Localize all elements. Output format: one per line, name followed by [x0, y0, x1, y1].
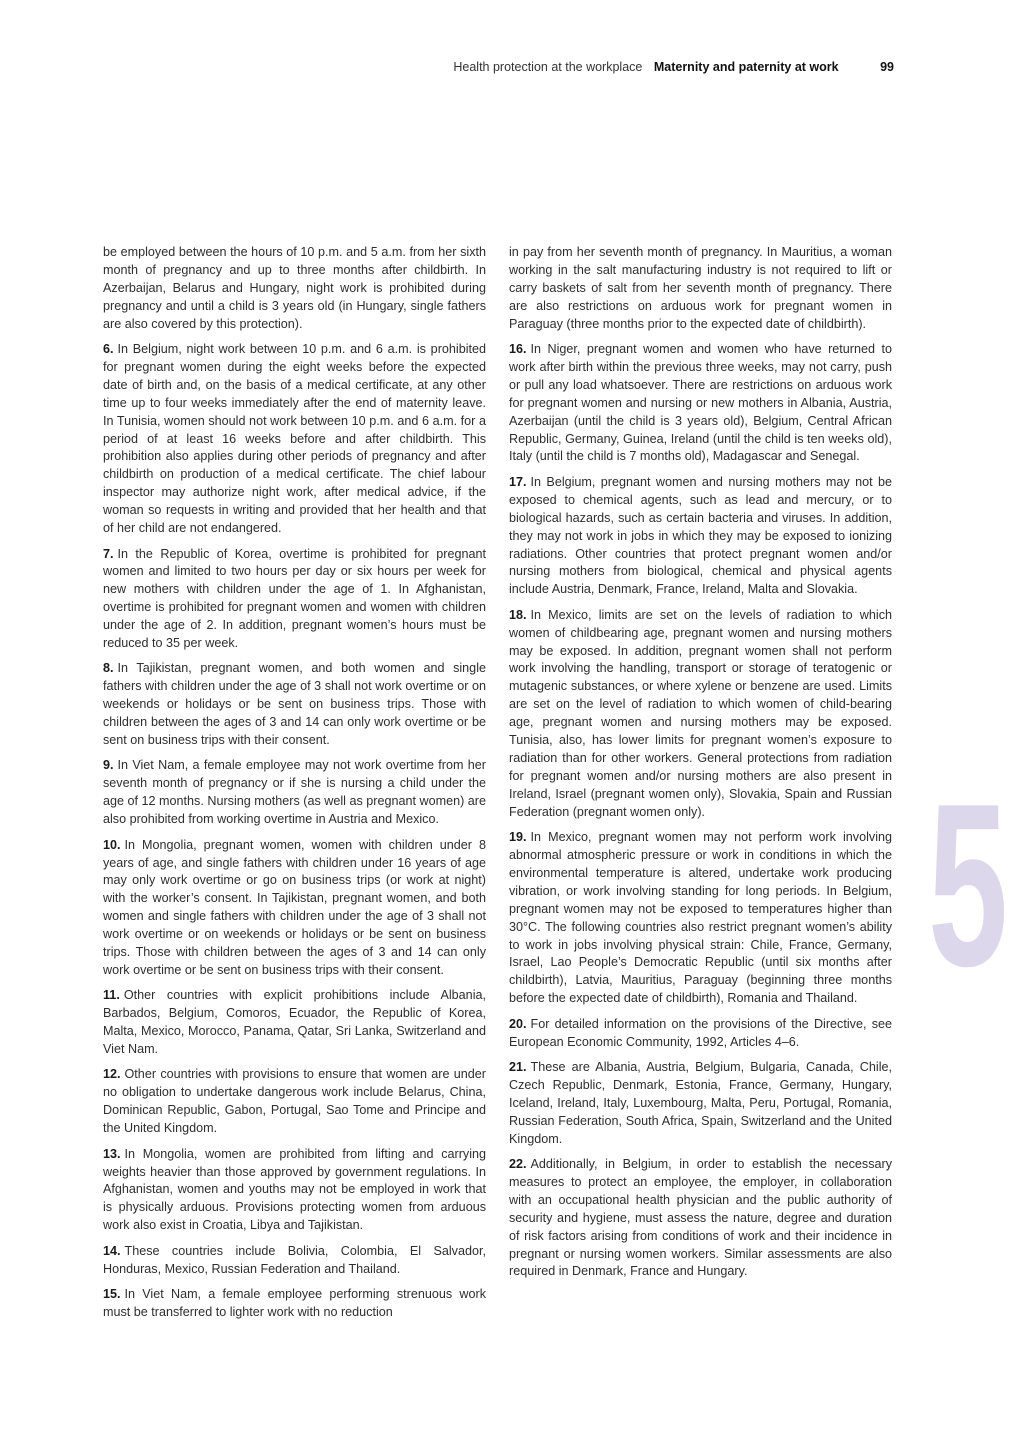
footnote-number: 16.: [509, 342, 527, 357]
footnote-16: [509, 341, 892, 466]
footnote-number: 20.: [509, 1016, 527, 1031]
footnote-text: Other countries with provisions to ensure that women are under no obligation to undertake dangerous work include Belarus, China, Dominican Republic, Gabon, Portugal, Sao Tome and Principe and the United Kingdom.: [103, 1067, 486, 1136]
footnote-number: 8.: [103, 661, 114, 676]
footnote-text: In Viet Nam, a female employee performing strenuous work must be transferred to lighter work with no reduction: [103, 1286, 486, 1319]
footnote-text: In Mexico, pregnant women may not perform work involving abnormal atmospheric pressure or work in conditions in which the environmental temperature is altered, undertake work producing vibration, or work involving standing for long periods. In Belgium, pregnant women may not be exposed to temperatures higher than 30°C. The following countries also restrict pregnant women’s ability to work in jobs involving physical strain: Chile, France, Germany, Israel, Lao People’s Democratic Republic (until six months after childbirth), Latvia, Mauritius, Paraguay (beginning three months before the expected date of childbirth), Romania and Thailand.: [509, 830, 892, 1006]
footnote-text: In the Republic of Korea, overtime is prohibited for pregnant women and limited to two hours per day or six hours per week for new mothers with children under the age of 1. In Afghanistan, overtime is prohibited for pregnant women and women with children under the age of 2. In addition, pregnant women’s hours must be reduced to 35 per week.: [103, 546, 486, 651]
footnote-6: [103, 341, 486, 538]
footnote-number: 14.: [103, 1243, 121, 1258]
footnote-7: [103, 546, 486, 653]
footnote-14: [103, 1243, 486, 1279]
footnote-number: 13.: [103, 1146, 121, 1161]
left-column: [103, 244, 486, 1329]
footnote-text: In Mexico, limits are set on the levels of radiation to which women of childbearing age, pregnant women and nursing mothers may be exposed. In addition, pregnant women shall not perform work involving the handling, transport or storage of teratogenic or mutagenic substances, or where xylene or benzene are used. Limits are set on the level of radiation to which women of child-bearing age, pregnant women and nursing mothers may be exposed. Tunisia, also, has lower limits for pregnant women’s exposure to radiation than for other workers. General protections from radiation for pregnant women and/or nursing mothers are also present in Ireland, Israel (pregnant women only), Slovakia, Spain and Russian Federation (pregnant women only).: [509, 607, 892, 819]
footnote-text: In Mongolia, women are prohibited from lifting and carrying weights heavier than those approved by government regulations. In Afghanistan, women and youths may not be employed in work that is physically arduous. Provisions protecting women from arduous work also exist in Croatia, Libya and Tajikistan.: [103, 1146, 486, 1233]
footnote-number: 11.: [103, 988, 120, 1003]
footnote-text: Other countries with explicit prohibitions include Albania, Barbados, Belgium, Comoros, Ecuador, the Republic of Korea, Malta, Mexico, Morocco, Panama, Qatar, Sri Lanka, Switzerland and Viet Nam.: [103, 988, 486, 1057]
footnote-text: In Mongolia, pregnant women, women with children under 8 years of age, and single fathers with children under 16 years of age may only work overtime or go on business trips (or work at night) with the worker’s consent. In Tajikistan, pregnant women, and both women and single fathers with children under the age of 3 shall not work overtime or on weekends or holidays or be sent on business trips. Those with children between the ages of 3 and 14 can only work overtime or be sent on business trips with their consent.: [103, 837, 486, 977]
footnote-22: [509, 1156, 892, 1281]
footnote-text: In Viet Nam, a female employee may not work overtime from her seventh month of pregnancy or if she is nursing a child under the age of 12 months. Nursing mothers (as well as pregnant women) are also prohibited from working overtime in Austria and Mexico.: [103, 758, 486, 827]
footnote-text: In Tajikistan, pregnant women, and both women and single fathers with children under the age of 3 shall not work overtime or on weekends or holidays or be sent on business trips. Those with children between the ages of 3 and 14 can only work overtime or be sent on business trips with their consent.: [103, 661, 486, 748]
footnote-number: 21.: [509, 1059, 527, 1074]
footnote-15: [103, 1286, 486, 1322]
footnote-number: 19.: [509, 830, 527, 845]
footnote-number: 12.: [103, 1067, 121, 1082]
footnote-19: [509, 829, 892, 1008]
footnote-number: 6.: [103, 342, 114, 357]
page-number: 99: [880, 60, 894, 74]
footnote-text: For detailed information on the provisions of the Directive, see European Economic Community, 1992, Articles 4–6.: [509, 1016, 892, 1049]
running-header: [453, 60, 894, 74]
footnote-text: In Niger, pregnant women and women who have returned to work after birth within the previous three weeks, may not carry, push or pull any load whatsoever. There are restrictions on arduous work for pregnant women and nursing or new mothers in Albania, Austria, Azerbaijan (until the child is 3 years old), Belgium, Central African Republic, Germany, Guinea, Ireland (until the child is ten weeks old), Italy (until the child is 7 months old), Madagascar and Senegal.: [509, 342, 892, 464]
footnote-text: In Belgium, pregnant women and nursing mothers may not be exposed to chemical agents, such as lead and mercury, or to biological hazards, such as certain bacteria and viruses. In addition, they may not work in jobs in which they may be exposed to ionizing radiations. Other countries that protect pregnant women and/or nursing mothers from biological, chemical and physical agents include Austria, Denmark, France, Ireland, Malta and Slovakia.: [509, 474, 892, 597]
footnote-8: [103, 660, 486, 750]
footnote-number: 17.: [509, 474, 527, 489]
footnote-number: 18.: [509, 607, 527, 622]
footnote-number: 22.: [509, 1157, 527, 1171]
footnote-17: [509, 474, 892, 599]
footnote-number: 9.: [103, 758, 114, 773]
continued-note-text: be employed between the hours of 10 p.m. and 5 a.m. from her sixth month of pregnancy and up to three months after childbirth. In Azerbaijan, Belarus and Hungary, night work is prohibited during pregnancy and until a child is 3 years old (in Hungary, single fathers are also covered by this protection).: [103, 245, 486, 331]
footnote-number: 10.: [103, 837, 121, 852]
right-column: [509, 244, 892, 1289]
footnote-11: [103, 987, 486, 1059]
footnote-number: 7.: [103, 546, 114, 561]
footnote-9: [103, 757, 486, 829]
footnote-13: [103, 1146, 486, 1236]
footnote-18: [509, 607, 892, 822]
footnote-text: These are Albania, Austria, Belgium, Bulgaria, Canada, Chile, Czech Republic, Denmark, Estonia, France, Germany, Hungary, Iceland, Ireland, Italy, Luxembourg, Malta, Peru, Portugal, Romania, Russian Federation, South Africa, Spain, Switzerland and the United Kingdom.: [509, 1059, 892, 1146]
footnote-text: These countries include Bolivia, Colombia, El Salvador, Honduras, Mexico, Russian Federation and Thailand.: [103, 1243, 486, 1276]
footnote-text: In Belgium, night work between 10 p.m. and 6 a.m. is prohibited for pregnant women during the eight weeks before the expected date of birth and, on the basis of a medical certificate, at any other time up to four weeks immediately after the end of maternity leave. In Tunisia, women should not work between 10 p.m. and 6 a.m. for a period of at least 16 weeks before and after childbirth. This prohibition also applies during other periods of pregnancy and after childbirth on production of a medical certificate. The chief labour inspector may authorize night work, after medical advice, if the woman so requests in writing and provided that her health and that of her child are not endangered.: [103, 342, 486, 536]
footnote-number: 15.: [103, 1286, 121, 1301]
header-chapter-title: Maternity and paternity at work: [653, 60, 839, 74]
footnote-text: Additionally, in Belgium, in order to establish the necessary measures to protect an employee, the employer, in collaboration with an occupational health physician and the public authority of security and hygiene, must assess the nature, degree and duration of risk factors arising from conditions of work and their incidence in pregnant or nursing women workers. Similar assessments are also required in Denmark, France and Hungary.: [509, 1157, 892, 1279]
footnote-20: [509, 1016, 892, 1052]
footnote-21: [509, 1059, 892, 1149]
header-section-title: Health protection at the workplace: [453, 60, 643, 74]
footnote-12: [103, 1066, 486, 1138]
continued-note-text: in pay from her seventh month of pregnancy. In Mauritius, a woman working in the salt manufacturing industry is not required to lift or carry baskets of salt from her seventh month of pregnancy. There are also restrictions on arduous work for pregnant women in Paraguay (three months prior to the expected date of childbirth).: [509, 245, 892, 331]
footnote-10: [103, 837, 486, 980]
chapter-number-marker: 5: [928, 756, 1008, 1015]
